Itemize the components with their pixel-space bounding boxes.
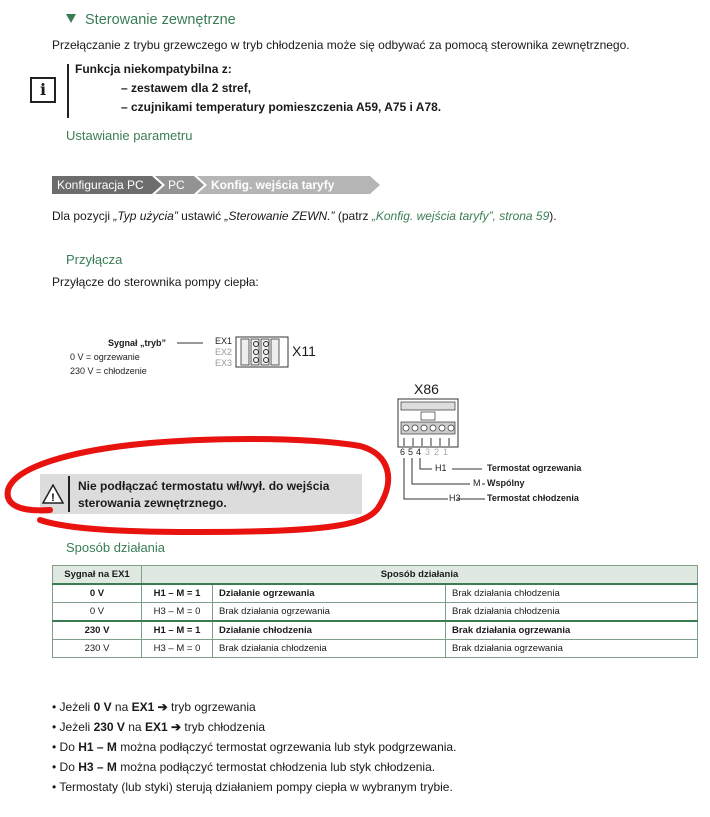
text: Dla pozycji (52, 209, 114, 223)
pin-number: 6 (400, 447, 406, 457)
operation-table (52, 565, 698, 658)
signal-label: Sygnał „tryb” (108, 338, 167, 348)
table-cell: H1 – M = 1 (142, 621, 213, 640)
text: ustawić (177, 209, 225, 223)
text: Jeżeli (59, 720, 94, 734)
table-cell: 0 V (53, 584, 142, 603)
parameter-heading: Ustawianie parametru (66, 128, 193, 143)
text: H3 – M (78, 760, 117, 774)
info-heading: Funkcja niekompatybilna z: (75, 62, 232, 76)
breadcrumb-item[interactable]: PC (168, 178, 185, 192)
terminal-code: M (473, 478, 481, 488)
breadcrumb (52, 176, 382, 194)
pin-number: 1 (443, 447, 449, 457)
arrow-right-icon: ➔ (157, 700, 168, 714)
connection-heading: Przyłącza (66, 252, 123, 267)
text: tryb chłodzenia (181, 720, 266, 734)
text: EX1 (144, 720, 168, 734)
column-header: Sygnał na EX1 (53, 566, 142, 585)
signal-0v-label: 0 V = ogrzewanie (70, 352, 140, 362)
signal-230v-label: 230 V = chłodzenie (70, 366, 147, 376)
text: na (124, 720, 145, 734)
section-heading (66, 12, 236, 28)
pin-number: 5 (408, 447, 414, 457)
text: na (111, 700, 132, 714)
text: H1 – M (78, 740, 117, 754)
connector-label: X11 (292, 343, 316, 359)
table-cell: H1 – M = 1 (142, 584, 213, 603)
terminal-code: H1 (435, 463, 447, 473)
parameter-value: „Sterowanie ZEWN.” (224, 209, 335, 223)
red-annotation-circle (0, 420, 400, 540)
column-header: Sposób działania (142, 566, 698, 585)
text: tryb ogrzewania (167, 700, 256, 714)
list-item: • Do H3 – M można podłączyć termostat chłodzenia lub styk chłodzenia. (52, 760, 436, 774)
table-cell: Działanie ogrzewania (213, 584, 446, 603)
info-divider (67, 64, 69, 118)
list-item: • Jeżeli 230 V na EX1 ➔ tryb chłodzenia (52, 720, 266, 734)
text: Do (59, 740, 79, 754)
pin-number: 2 (434, 447, 440, 457)
table-header-row (53, 566, 698, 585)
breadcrumb-item-current[interactable]: Konfig. wejścia taryfy (211, 178, 335, 192)
list-item: • Jeżeli 0 V na EX1 ➔ tryb ogrzewania (52, 700, 256, 714)
terminal-description: Wspólny (487, 478, 525, 488)
table-row (53, 621, 698, 640)
table-cell: 0 V (53, 603, 142, 622)
table-row (53, 584, 698, 603)
info-icon: i (30, 77, 56, 103)
warning-text: Nie podłączać termostatu wł/wył. do wejścia (78, 479, 330, 493)
position-name: „Typ użycia” (113, 209, 178, 223)
text: EX1 (131, 700, 155, 714)
breadcrumb-item[interactable]: Konfiguracja PC (57, 178, 144, 192)
x11-diagram (60, 330, 340, 380)
terminal-label: EX3 (215, 358, 233, 368)
pin-number: 4 (416, 447, 422, 457)
collapse-triangle-icon[interactable] (66, 14, 76, 23)
section-title: Sterowanie zewnętrzne (85, 12, 236, 28)
text: można podłączyć termostat chłodzenia lub styk chłodzenia. (116, 760, 436, 774)
table-cell: Brak działania chłodzenia (213, 640, 446, 658)
text: 230 V (93, 720, 125, 734)
table-cell: Brak działania ogrzewania (213, 603, 446, 622)
table-row (53, 640, 698, 658)
operation-heading: Sposób działania (66, 540, 166, 555)
terminal-description: Termostat ogrzewania (487, 463, 582, 473)
parameter-instruction (52, 209, 557, 223)
info-item: – czujnikami temperatury pomieszczenia A59, A75 i A78. (121, 100, 442, 114)
arrow-right-icon: ➔ (170, 720, 182, 734)
table-row (53, 603, 698, 622)
table-cell: Brak działania ogrzewania (446, 621, 698, 640)
list-item: • Termostaty (lub styki) sterują działaniem pompy ciepła w wybranym trybie. (52, 780, 453, 794)
text: ). (549, 209, 557, 223)
page-reference-link[interactable]: „Konfig. wejścia taryfy”, strona 59 (371, 209, 550, 223)
table-cell: Działanie chłodzenia (213, 621, 446, 640)
table-cell: 230 V (53, 621, 142, 640)
table-cell: Brak działania ogrzewania (446, 640, 698, 658)
connector-label: X86 (414, 381, 439, 397)
text: Do (59, 760, 79, 774)
text: 0 V (93, 700, 112, 714)
table-cell: H3 – M = 0 (142, 640, 213, 658)
text: (patrz (334, 209, 372, 223)
terminal-label: EX2 (215, 347, 233, 357)
warning-text: sterowania zewnętrznego. (78, 496, 227, 510)
svg-text:!: ! (51, 492, 55, 504)
table-cell: Brak działania chłodzenia (446, 603, 698, 622)
info-item: – zestawem dla 2 stref, (121, 81, 252, 95)
text: Termostaty (lub styki) sterują działaniem pompy ciepła w wybranym trybie. (59, 780, 453, 794)
table-cell: 230 V (53, 640, 142, 658)
terminal-code: H3 (449, 493, 461, 503)
list-item: • Do H1 – M można podłączyć termostat ogrzewania lub styk podgrzewania. (52, 740, 457, 754)
terminal-description: Termostat chłodzenia (487, 493, 579, 503)
intro-text: Przełączanie z trybu grzewczego w tryb chłodzenia może się odbywać za pomocą sterownika zewnętrznego. (52, 38, 630, 52)
table-cell: Brak działania chłodzenia (446, 584, 698, 603)
pin-number: 3 (425, 447, 431, 457)
connection-subheading: Przyłącze do sterownika pompy ciepła: (52, 275, 259, 289)
table-cell: H3 – M = 0 (142, 603, 213, 622)
text: można podłączyć termostat ogrzewania lub styk podgrzewania. (116, 740, 457, 754)
text: Jeżeli (59, 700, 94, 714)
x86-diagram (390, 380, 630, 510)
terminal-label: EX1 (215, 336, 233, 346)
